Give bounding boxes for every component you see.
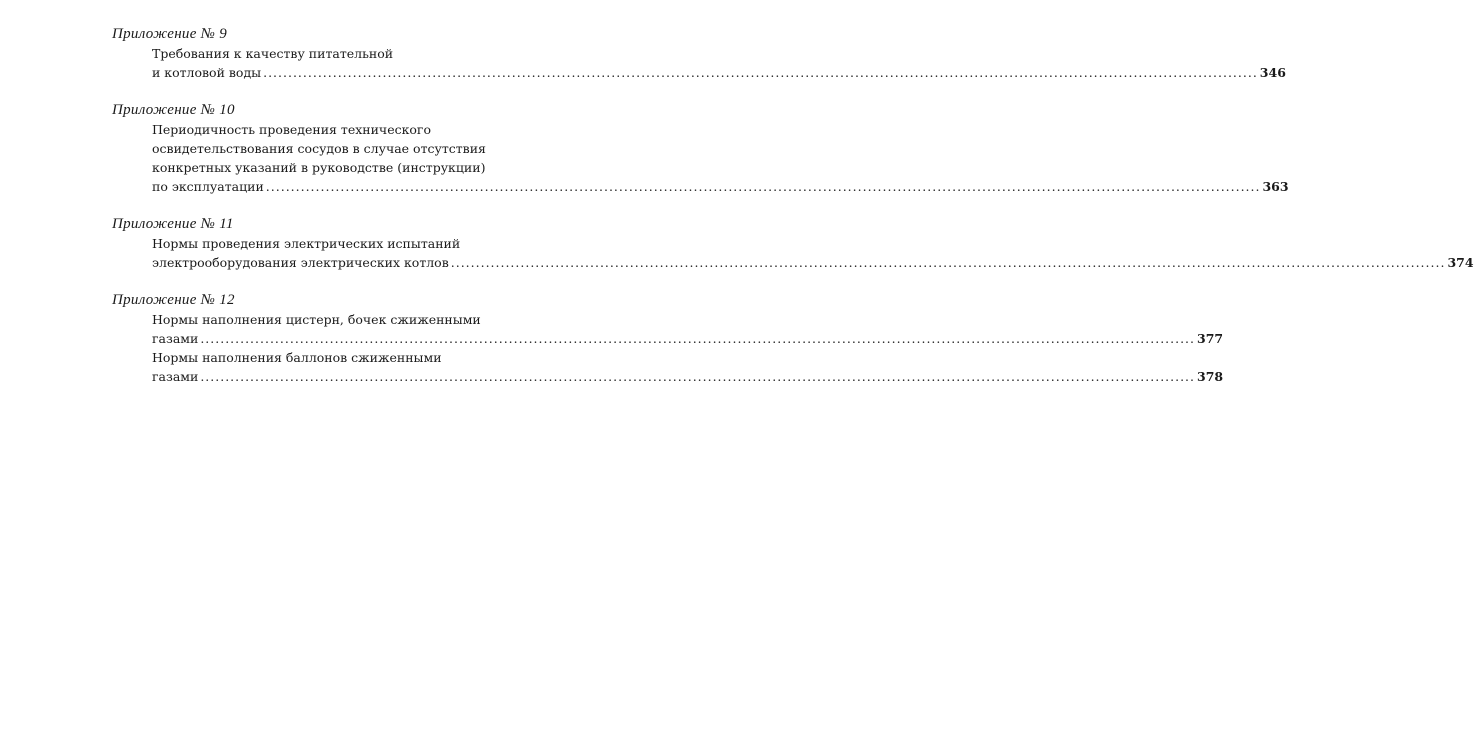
page-number: 374 [1447, 255, 1474, 270]
dot-leader: ........................................................................................................................................................................................................ [265, 179, 1261, 194]
entry-title-line: Нормы наполнения цистерн, бочек сжиженными [152, 312, 481, 327]
dot-leader: ........................................................................................................................................................................................................ [200, 369, 1196, 384]
appendix-section [112, 214, 1474, 272]
entry-last-line [152, 329, 1224, 348]
toc-entry[interactable] [112, 310, 1224, 348]
entry-title-line: газами [152, 369, 199, 384]
entry-title-line: конкретных указаний в руководстве (инструкции) [152, 160, 486, 175]
appendix-section [112, 290, 1224, 386]
page-number: 378 [1197, 369, 1224, 384]
dot-leader: ........................................................................................................................................................................................................ [450, 255, 1446, 270]
toc-entry[interactable] [112, 234, 1474, 272]
entry-last-line [152, 367, 1224, 386]
entry-title-line: газами [152, 331, 199, 346]
entry-last-line [152, 177, 1289, 196]
entry-last-line [152, 63, 1286, 82]
appendix-heading: Приложение № 9 [112, 26, 228, 42]
dot-leader: ........................................................................................................................................................................................................ [263, 65, 1258, 80]
entry-title-line: и котловой воды [152, 65, 262, 80]
toc-entry[interactable] [112, 120, 1289, 196]
entry-title-line: Периодичность проведения технического [152, 122, 432, 137]
entry-last-line [152, 253, 1474, 272]
appendix-heading: Приложение № 12 [112, 292, 235, 308]
entry-title-line: электрооборудования электрических котлов [152, 255, 449, 270]
appendix-heading: Приложение № 10 [112, 102, 235, 118]
appendix-section [112, 100, 1289, 196]
page-number: 363 [1262, 179, 1289, 194]
entry-title-line: Требования к качеству питательной [152, 46, 394, 61]
appendix-heading: Приложение № 11 [112, 216, 234, 232]
entry-title-line: Нормы проведения электрических испытаний [152, 236, 461, 251]
appendix-section [112, 24, 1286, 82]
entry-title-line: по эксплуатации [152, 179, 264, 194]
table-of-contents [112, 24, 1474, 404]
page-number: 346 [1259, 65, 1286, 80]
entry-title-line: освидетельствования сосудов в случае отсутствия [152, 141, 486, 156]
entry-title-line: Нормы наполнения баллонов сжиженными [152, 350, 442, 365]
page-number: 377 [1197, 331, 1224, 346]
dot-leader: ........................................................................................................................................................................................................ [200, 331, 1196, 346]
toc-entry[interactable] [112, 348, 1224, 386]
toc-entry[interactable] [112, 44, 1286, 82]
